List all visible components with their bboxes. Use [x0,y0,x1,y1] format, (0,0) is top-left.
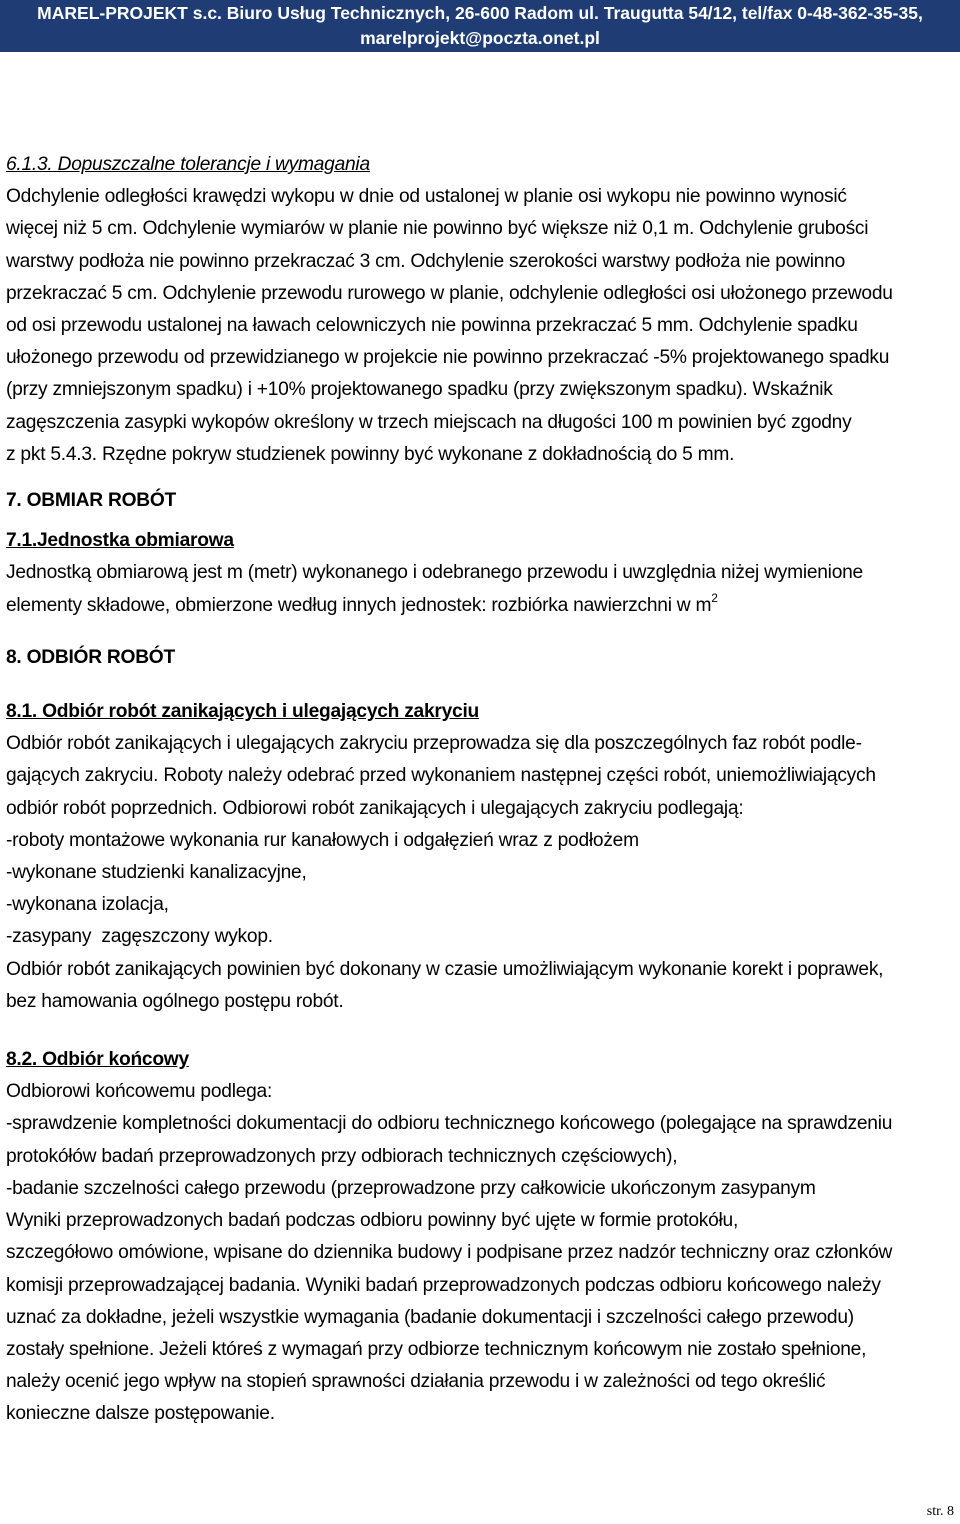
s613-line-9: z pkt 5.4.3. Rzędne pokryw studzienek powinny być wykonane z dokładnością do 5 mm. [6,443,735,465]
s81-line-9: bez hamowania ogólnego postępu robót. [6,990,344,1012]
s82-line-9: zostały spełnione. Jeżeli któreś z wymagań przy odbiorze technicznym końcowym nie zostało spełnione, [6,1338,867,1360]
s82-line-2: -sprawdzenie kompletności dokumentacji do odbioru technicznego końcowego (polegające na sprawdzeniu [6,1113,893,1135]
s81-line-2: gających zakryciu. Roboty należy odebrać przed wykonaniem następnej części robót, uniemożliwiających [6,765,876,787]
header-line-2: marelprojekt@poczta.onet.pl [360,28,600,48]
s81-line-5: -wykonane studzienki kanalizacyjne, [6,862,307,884]
s81-line-8: Odbiór robót zanikających powinien być dokonany w czasie umożliwiającym wykonanie korekt i poprawek, [6,958,884,980]
page-number: str. 8 [926,1504,954,1519]
section-8-1-title: 8.1. Odbiór robót zanikających i ulegających zakryciu [6,701,480,723]
section-6-1-3-title: 6.1.3. Dopuszczalne tolerancje i wymagania [6,154,370,175]
s613-line-1: Odchylenie odległości krawędzi wykopu w dnie od ustalonej w planie osi wykopu nie powinno wynosić [6,186,847,208]
s82-line-5: Wyniki przeprowadzonych badań podczas odbioru powinny być ujęte w formie protokółu, [6,1210,739,1232]
s7-line-2-superscript: 2 [711,590,718,605]
document-header [0,0,960,52]
s82-line-8: uznać za dokładne, jeżeli wszystkie wymagania (badanie dokumentacji i szczelności całego przewodu) [6,1306,854,1328]
s82-line-3: protokółów badań przeprowadzonych przy odbiorach technicznych częściowych), [6,1145,678,1167]
s613-line-4: przekraczać 5 cm. Odchylenie przewodu rurowego w planie, odchylenie odległości osi ułożonego przewodu [6,282,893,304]
s82-line-7: komisji przeprowadzającej badania. Wyniki badań przeprowadzonych podczas odbioru końcowego należy [6,1274,881,1296]
s81-line-6: -wykonana izolacja, [6,894,169,916]
s613-line-8: zagęszczenia zasypki wykopów określony w trzech miejscach na długości 100 m powinien być zgodny [6,411,852,433]
s82-line-1: Odbiorowi końcowemu podlega: [6,1081,273,1103]
document-body [6,149,956,1431]
header-line-1: MAREL-PROJEKT s.c. Biuro Usług Technicznych, 26-600 Radom ul. Traugutta 54/12, tel/fax 0-48-362-35-35, [37,3,923,23]
s82-line-6: szczegółowo omówione, wpisane do dziennika budowy i podpisane przez nadzór techniczny oraz członków [6,1242,893,1264]
s7-line-1: Jednostką obmiarową jest m (metr) wykonanego i odebranego przewodu i uwzględnia niżej wymienione [6,562,863,584]
section-7-title: 7. OBMIAR ROBÓT [6,490,177,512]
s7-line-2-text: elementy składowe, obmierzone według innych jednostek: rozbiórka nawierzchni w m [6,594,712,616]
s81-line-4: -roboty montażowe wykonania rur kanałowych i odgałęzień wraz z podłożem [6,829,639,851]
s613-line-6: ułożonego przewodu od przewidzianego w projekcie nie powinno przekraczać -5% projektowanego spadku [6,347,890,369]
s81-line-7: -zasypany zagęszczony wykop. [6,926,273,948]
section-7-1-title: 7.1.Jednostka obmiarowa [6,530,234,552]
s613-line-7: (przy zmniejszonym spadku) i +10% projektowanego spadku (przy zwiększonym spadku). Wskaźnik [6,379,833,401]
s81-line-3: odbiór robót poprzednich. Odbiorowi robót zanikających i ulegających zakryciu podlegają: [6,797,744,819]
s82-line-4: -badanie szczelności całego przewodu (przeprowadzone przy całkowicie ukończonym zasypanym [6,1177,816,1199]
s613-line-2: więcej niż 5 cm. Odchylenie wymiarów w planie nie powinno być większe niż 0,1 m. Odchylenie grubości [6,218,869,240]
s82-line-10: należy ocenić jego wpływ na stopień sprawności działania przewodu i w zależności od tego określić [6,1371,826,1393]
section-8-title: 8. ODBIÓR ROBÓT [6,646,175,668]
s81-line-1: Odbiór robót zanikających i ulegających zakryciu przeprowadza się dla poszczególnych faz robót podle- [6,733,862,755]
s613-line-3: warstwy podłoża nie powinno przekraczać 3 cm. Odchylenie szerokości warstwy podłoża nie powinno [6,250,846,272]
section-8-2-title: 8.2. Odbiór końcowy [6,1049,189,1071]
s82-line-11: konieczne dalsze postępowanie. [6,1403,275,1425]
s613-line-5: od osi przewodu ustalonej na ławach celowniczych nie powinna przekraczać 5 mm. Odchylenie spadku [6,315,858,337]
s7-line-2 [6,590,956,622]
